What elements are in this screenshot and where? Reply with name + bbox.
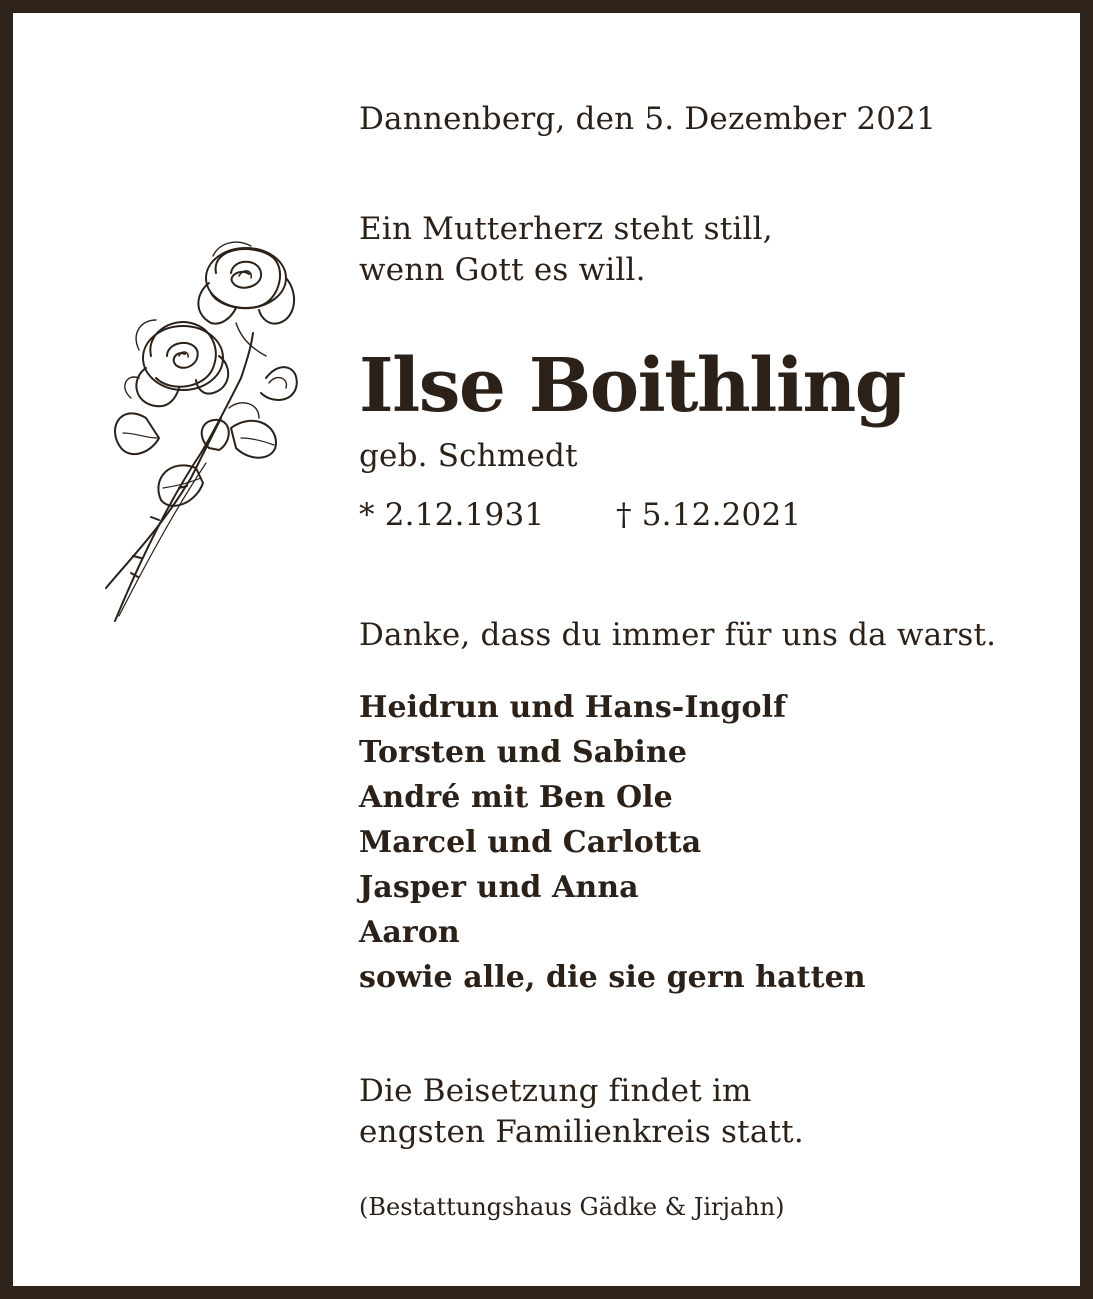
mourner-name: Heidrun und Hans-Ingolf xyxy=(359,690,787,725)
mourners-list xyxy=(359,685,866,1000)
mourner-name: Aaron xyxy=(359,915,460,950)
burial-note xyxy=(359,1071,804,1153)
mourner-name: André mit Ben Ole xyxy=(359,780,673,815)
birth-date: * 2.12.1931 xyxy=(359,497,545,533)
mourner-name: Torsten und Sabine xyxy=(359,735,688,770)
rose-illustration-icon xyxy=(101,238,301,628)
thanks-line: Danke, dass du immer für uns da warst. xyxy=(359,617,997,653)
deceased-name: Ilse Boithling xyxy=(359,343,905,429)
burial-note-line: engsten Familienkreis statt. xyxy=(359,1114,804,1150)
verse xyxy=(359,209,773,291)
undertaker-credit: (Bestattungshaus Gädke & Jirjahn) xyxy=(359,1193,785,1221)
verse-line: Ein Mutterherz steht still, xyxy=(359,211,773,247)
mourner-name: Marcel und Carlotta xyxy=(359,825,702,860)
maiden-name: geb. Schmedt xyxy=(359,438,578,474)
mourner-name: Jasper und Anna xyxy=(359,870,639,905)
mourner-name: sowie alle, die sie gern hatten xyxy=(359,960,866,995)
burial-note-line: Die Beisetzung findet im xyxy=(359,1073,752,1109)
place-date: Dannenberg, den 5. Dezember 2021 xyxy=(359,101,937,137)
verse-line: wenn Gott es will. xyxy=(359,252,646,288)
death-date: † 5.12.2021 xyxy=(616,497,802,533)
